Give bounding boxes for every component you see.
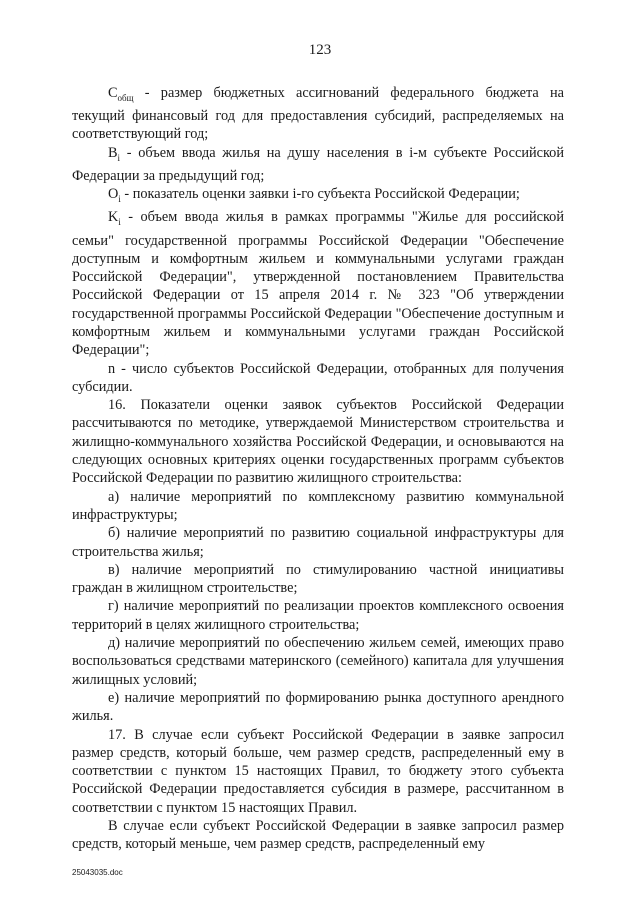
symbol: $K_i$	[108, 209, 121, 228]
paragraph-16-g: г) наличие мероприятий по реализации проектов комплексного освоения территорий в целях жилищного строительства;	[72, 598, 564, 633]
paragraph-17: 17. В случае если субъект Российской Федерации в заявке запросил размер средств, который больше, чем размер средств, распределенный ему в соответствии с пунктом 15 настоящих Правил, то бюджету этого субъекта Российской Федерации предоставляется субсидия в размере, рассчитанном в соответствии с пунктом 15 настоящих Правил.	[72, 726, 564, 816]
paragraph-c-total: $C_{общ}$ - размер бюджетных ассигнований федерального бюджета на текущий финансовый год для предоставления субсидий, распределяемых на соответствующий год;	[72, 85, 564, 143]
symbol: $O_i$	[108, 186, 121, 205]
page-number: 123	[308, 42, 332, 58]
paragraph-16-v: в) наличие мероприятий по стимулированию частной инициативы граждан в жилищном строительстве;	[72, 561, 564, 597]
paragraph-o-i: $O_i$ - показатель оценки заявки i-го субъекта Российской Федерации;	[108, 186, 520, 205]
document-body	[72, 84, 564, 854]
symbol: $B_i$	[108, 144, 121, 163]
paragraph-b-i: $B_i$ - объем ввода жилья на душу населения в i-м субъекте Российской Федерации за предыдущий год;	[72, 144, 564, 184]
symbol: $C_{общ}$	[108, 85, 134, 103]
document-filename: 25043035.doc	[72, 868, 123, 877]
paragraph-16-a: а) наличие мероприятий по комплексному развитию коммунальной инфраструктуры;	[72, 488, 564, 523]
paragraph-16-d: д) наличие мероприятий по обеспечению жильем семей, имеющих право воспользоваться средствами материнского (семейного) капитала для улучшения жилищных условий;	[72, 635, 564, 688]
paragraph-k-i: $K_i$ - объем ввода жилья в рамках программы "Жилье для российской семьи" государственной программы Российской Федерации "Обеспечение доступным и комфортным жильем и коммунальными услугами граждан Российской Федерации", утвержденной постановлением Правительства Российской Федерации от 15 апреля 2014 г. № 323 "Об утверждении государственной программы Российской Федерации "Обеспечение доступным и комфортным жильем и коммунальными услугами граждан Российской Федерации";	[72, 209, 564, 359]
paragraph-17-continued: В случае если субъект Российской Федерации в заявке запросил размер средств, который меньше, чем размер средств, распределенный ему	[72, 818, 564, 853]
paragraph-16: 16. Показатели оценки заявок субъектов Российской Федерации рассчитываются по методике, утверждаемой Министерством строительства и жилищно-коммунального хозяйства Российской Федерации, и основываются на следующих основных критериях оценки государственных программ субъектов Российской Федерации по развитию жилищного строительства:	[72, 397, 564, 487]
paragraph-16-b: б) наличие мероприятий по развитию социальной инфраструктуры для строительства жилья;	[72, 525, 564, 560]
paragraph-16-e: е) наличие мероприятий по формированию рынка доступного арендного жилья.	[72, 689, 564, 725]
paragraph-n: n - число субъектов Российской Федерации, отобранных для получения субсидии.	[72, 360, 564, 395]
